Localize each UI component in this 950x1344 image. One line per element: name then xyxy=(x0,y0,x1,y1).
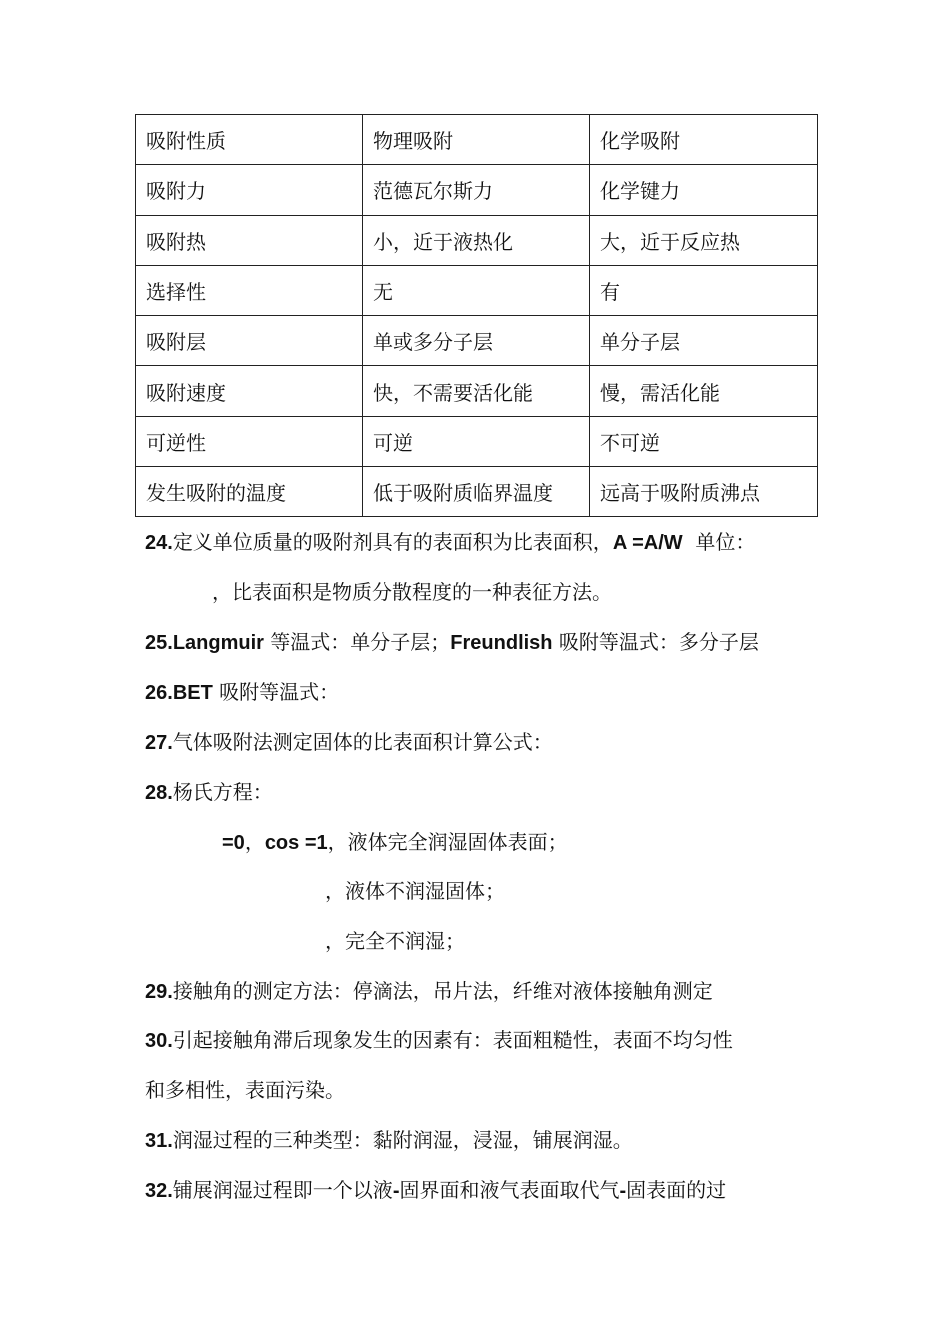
table-cell: 吸附层 xyxy=(136,316,363,366)
table-row xyxy=(136,416,818,466)
table-row xyxy=(136,115,818,165)
item-number: 30. xyxy=(145,1030,173,1052)
dash: - xyxy=(392,1180,400,1202)
adsorption-comparison-table xyxy=(135,114,818,517)
item-27 xyxy=(145,728,553,757)
item-24-continued xyxy=(212,578,612,606)
table-cell: 化学吸附 xyxy=(590,115,818,165)
item-31 xyxy=(145,1126,633,1155)
item-text: 接触角的测定方法：停滴法，吊片法，纤维对液体接触角测定 xyxy=(172,979,713,1003)
item-30-continued xyxy=(145,1076,345,1104)
table-cell: 小，近于液热化 xyxy=(363,215,590,265)
item-number: 24. xyxy=(145,532,173,554)
item-number: 26. xyxy=(145,682,173,704)
item-text: 单位： xyxy=(682,530,756,554)
item-text: 吸附等温式： xyxy=(212,680,340,704)
table-cell: 不可逆 xyxy=(590,416,818,466)
table-cell: 无 xyxy=(363,265,590,315)
table-row xyxy=(136,467,818,517)
table-cell: 化学键力 xyxy=(590,165,818,215)
item-30 xyxy=(145,1026,733,1055)
table-row xyxy=(136,366,818,416)
item-text: 润湿过程的三种类型：黏附润湿，浸湿，铺展润湿。 xyxy=(172,1128,633,1152)
formula: cos =1 xyxy=(264,832,328,854)
item-text: 固界面和液气表面取代气 xyxy=(399,1178,620,1202)
item-28-case-c xyxy=(325,927,465,955)
item-24 xyxy=(145,528,755,557)
term: BET xyxy=(172,682,213,704)
separator: ， xyxy=(244,830,265,854)
formula: =0 xyxy=(222,832,245,854)
table-cell: 慢，需活化能 xyxy=(590,366,818,416)
formula: A =A/W xyxy=(612,532,683,554)
table-row xyxy=(136,215,818,265)
dash: - xyxy=(619,1180,627,1202)
item-text: 等温式：单分子层； xyxy=(263,630,451,654)
item-number: 28. xyxy=(145,782,173,804)
table-cell: 单分子层 xyxy=(590,316,818,366)
item-28 xyxy=(145,778,273,807)
item-text: 杨氏方程： xyxy=(172,780,273,804)
table-cell: 范德瓦尔斯力 xyxy=(363,165,590,215)
table-cell: 可逆性 xyxy=(136,416,363,466)
table-cell: 发生吸附的温度 xyxy=(136,467,363,517)
item-text: 铺展润湿过程即一个以液 xyxy=(172,1178,393,1202)
table-cell: 物理吸附 xyxy=(363,115,590,165)
item-28-case-a xyxy=(222,828,568,857)
item-number: 32. xyxy=(145,1180,173,1202)
table-cell: 单或多分子层 xyxy=(363,316,590,366)
item-text: ，液体完全润湿固体表面； xyxy=(327,830,568,854)
table-row xyxy=(136,165,818,215)
item-26 xyxy=(145,678,339,707)
item-text: ，完全不润湿； xyxy=(325,929,465,953)
table-cell: 大，近于反应热 xyxy=(590,215,818,265)
item-text: 定义单位质量的吸附剂具有的表面积为比表面积， xyxy=(172,530,613,554)
table-cell: 可逆 xyxy=(363,416,590,466)
table-cell: 快，不需要活化能 xyxy=(363,366,590,416)
term: Langmuir xyxy=(172,632,264,654)
item-text: 和多相性，表面污染。 xyxy=(145,1078,345,1102)
table-cell: 选择性 xyxy=(136,265,363,315)
table-cell: 低于吸附质临界温度 xyxy=(363,467,590,517)
table-row xyxy=(136,316,818,366)
item-number: 29. xyxy=(145,981,173,1003)
item-number: 27. xyxy=(145,732,173,754)
item-number: 25. xyxy=(145,632,173,654)
table-cell: 吸附力 xyxy=(136,165,363,215)
item-text: ，液体不润湿固体； xyxy=(325,879,505,903)
table-cell: 有 xyxy=(590,265,818,315)
item-text: ，比表面积是物质分散程度的一种表征方法。 xyxy=(212,580,612,604)
table-cell: 吸附速度 xyxy=(136,366,363,416)
item-25 xyxy=(145,628,759,657)
item-text: 吸附等温式：多分子层 xyxy=(552,630,759,654)
item-28-case-b xyxy=(325,877,505,905)
item-text: 固表面的过 xyxy=(626,1178,727,1202)
table-row xyxy=(136,265,818,315)
table-cell: 吸附热 xyxy=(136,215,363,265)
item-text: 引起接触角滞后现象发生的因素有：表面粗糙性，表面不均匀性 xyxy=(172,1028,733,1052)
item-32 xyxy=(145,1176,726,1205)
item-29 xyxy=(145,977,713,1006)
item-number: 31. xyxy=(145,1130,173,1152)
item-text: 气体吸附法测定固体的比表面积计算公式： xyxy=(172,730,553,754)
table-cell: 吸附性质 xyxy=(136,115,363,165)
term: Freundlish xyxy=(450,632,553,654)
table-cell: 远高于吸附质沸点 xyxy=(590,467,818,517)
